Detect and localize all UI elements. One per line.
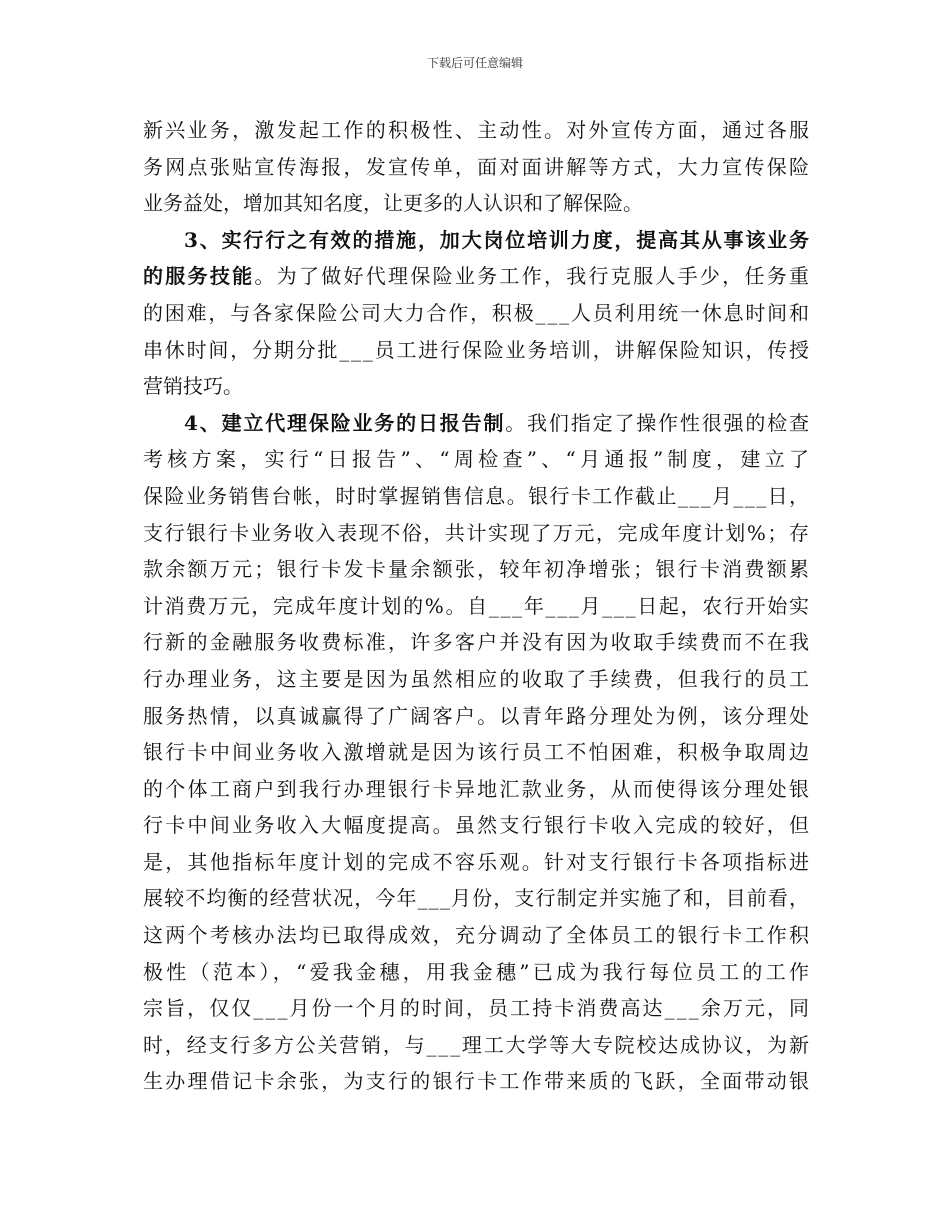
- text-line: 营销技巧。: [143, 374, 243, 399]
- text-line: 服务热情，以真诚赢得了广阔客户。以青年路分理处为例，该分理处: [143, 703, 812, 728]
- text-line: 的困难，与各家保险公司大力合作，积极___人员利用统一休息时间和: [143, 300, 811, 325]
- section-3-heading: 3、实行行之有效的措施，加大岗位培训力度，提高其从事该业务: [184, 227, 811, 252]
- text-line: 银行卡中间业务收入激增就是因为该行员工不怕困难，积极争取周边: [143, 740, 812, 765]
- text-line: 是，其他指标年度计划的完成不容乐观。针对支行银行卡各项指标进: [143, 849, 812, 874]
- text-line: 生办理借记卡余张，为支行的银行卡工作带来质的飞跃，全面带动银: [143, 1069, 812, 1094]
- text-line: 务网点张贴宣传海报，发宣传单，面对面讲解等方式，大力宣传保险: [143, 154, 812, 179]
- text-line: 极性（范本），“爱我金穗，用我金穗”已成为我行每位员工的工作: [143, 959, 813, 984]
- text-line: 的服务技能。为了做好代理保险业务工作，我行克服人手少，任务重: [143, 264, 812, 289]
- text-line: 展较不均衡的经营状况，今年___月份，支行制定并实施了和，目前看，: [143, 886, 811, 911]
- text-line: 这两个考核办法均已取得成效，充分调动了全体员工的银行卡工作积: [143, 923, 812, 948]
- text-line: 行新的金融服务收费标准，许多客户并没有因为收取手续费而不在我: [143, 630, 812, 655]
- text-line: 支行银行卡业务收入表现不俗，共计实现了万元，完成年度计划%；存: [143, 520, 811, 545]
- document-body: [143, 112, 814, 1100]
- text-line: 串休时间，分期分批___员工进行保险业务培训，讲解保险知识，传授: [143, 337, 811, 362]
- text-line: 业务益处，增加其知名度，让更多的人认识和了解保险。: [143, 191, 643, 216]
- text-line: 考核方案，实行“日报告”、“周检查”、“月通报”制度，建立了: [143, 447, 814, 472]
- text-line: 新兴业务，激发起工作的积极性、主动性。对外宣传方面，通过各服: [143, 118, 812, 142]
- page-header: 下载后可任意编辑: [426, 56, 523, 70]
- text-line: 款余额万元；银行卡发卡量余额张，较年初净增张；银行卡消费额累: [143, 557, 812, 582]
- text-line: 行办理业务，这主要是因为虽然相应的收取了手续费，但我行的员工: [143, 666, 812, 691]
- text-line: 保险业务销售台帐，时时掌握销售信息。银行卡工作截止___月___日，: [143, 483, 811, 508]
- section-4-heading: 4、建立代理保险业务的日报告制。我们指定了操作性很强的检查: [184, 410, 811, 435]
- text-line: 宗旨，仅仅___月份一个月的时间，员工持卡消费高达___余万元，同: [143, 996, 812, 1021]
- text-line: 计消费万元，完成年度计划的%。自___年___月___日起，农行开始实: [143, 593, 811, 618]
- text-line: 时，经支行多方公关营销，与___理工大学等大专院校达成协议，为新: [143, 1032, 811, 1057]
- text-line: 行卡中间业务收入大幅度提高。虽然支行银行卡收入完成的较好，但: [143, 813, 812, 838]
- text-line: 的个体工商户到我行办理银行卡异地汇款业务，从而使得该分理处银: [143, 776, 812, 801]
